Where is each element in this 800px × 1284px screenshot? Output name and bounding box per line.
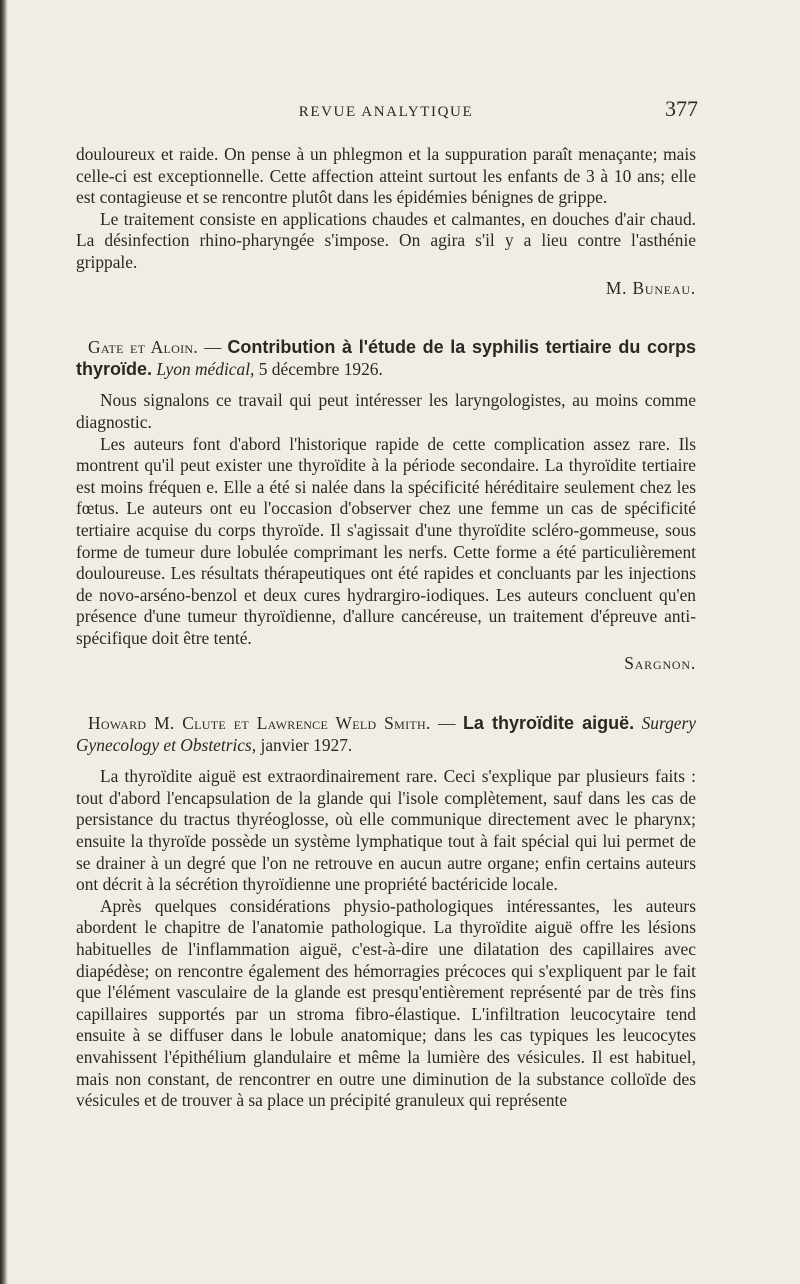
continued-paragraph: douloureux et raide. On pense à un phlegmon et la suppuration paraît menaçante; mais celle-ci est exceptionnelle. Cette affection atteint surtout les enfants de 3 à 10 ans; elle est contagieuse et se rencontre plutôt dans les épidémies bénignes de grippe.	[76, 144, 696, 208]
running-head: REVUE ANALYTIQUE	[298, 104, 474, 120]
article-authors: Gate et Aloin.	[88, 337, 199, 358]
article-review-1	[76, 337, 696, 675]
article-authors: Howard M. Clute et Lawrence Weld Smith.	[88, 713, 431, 734]
page-edge-shadow	[0, 0, 8, 1284]
reviewer-signature: M. Buneau.	[605, 277, 696, 298]
body-paragraph: La thyroïdite aiguë est extraordinairement rare. Ceci s'explique par plusieurs faits : tout d'abord l'encapsulation de la glande qui l'isole complètement, sauf dans les cas de persistance du tractus thyréoglosse, où elle communique directement avec le pharynx; ensuite la thyroïde possède un système lymphatique tout à fait spécial qui lui permet de se drainer à un degré que l'on ne retrouve en aucun autre organe; enfin certains auteurs ont décrit à la sécrétion thyroïdienne une propriété bactéricide locale.	[76, 766, 696, 895]
journal-name: Lyon médical,	[156, 358, 255, 379]
reviewer-signature: Sargnon.	[624, 653, 696, 674]
body-paragraph: Après quelques considérations physio-pathologiques intéressantes, les auteurs abordent le chapitre de l'anatomie pathologique. La thyroïdite aiguë offre les lésions habituelles de l'inflammation aiguë, c'est-à-dire une dilatation des capillaires avec diapédèse; on rencontre également des hémorragies précoces qui s'expliquent par le fait que l'élément vasculaire de la glande est presqu'entièrement représenté par de très fins capillaires supportés par un stroma fibro-élastique. L'infiltration leucocytaire tend ensuite à se diffuser dans le lobule anatomique; dans les cas typiques les leucocytes envahissent l'épithélium glandulaire et même la lumière des vésicules. Il est habituel, mais non constant, de rencontrer en outre une diminution de la substance colloïde des vésicules et de trouver à sa place un précipité granuleux qui représente	[76, 895, 696, 1111]
body-paragraph: Le traitement consiste en applications chaudes et calmantes, en douches d'air chaud. La désinfection rhino-pharyngée s'impose. On agira s'il y a lieu contre l'asthénie grippale.	[76, 208, 696, 272]
body-paragraph: Les auteurs font d'abord l'historique rapide de cette complication assez rare. Ils montrent qu'il peut exister une thyroïdite à la période secondaire. La thyroïdite tertiaire est moins fréquen e. Elle a été si nalée dans la spécificité héréditaire seulement chez les fœtus. Le auteurs ont eu l'occasion d'observer chez une femme un cas de spécificité tertiaire acquise du corps thyroïde. Il s'agissait d'une thyroïdite scléro-gommeuse, sous forme de tumeur dure lobulée comprimant les nerfs. Cette forme a été particulièrement douloureuse. Les résultats thérapeutiques ont été rapides et concluants par les injections de novo-arséno-benzol et deux cures hydrargiro-iodiques. Les auteurs concluent qu'en présence d'une tumeur thyroïdienne, d'allure cancéreuse, un traitement d'épreuve anti-spécifique doit être tenté.	[76, 433, 696, 648]
journal-name: Surgery Gynecology et Obstetrics,	[76, 713, 696, 755]
reference-dash: —	[430, 713, 463, 734]
page-header	[76, 96, 698, 130]
article-title: Contribution à l'étude de la syphilis tertiaire du corps thyroïde.	[76, 337, 696, 379]
book-page	[76, 96, 698, 1112]
page-number: 377	[665, 96, 698, 121]
article-review-2	[76, 713, 696, 1112]
publication-date: janvier 1927.	[256, 734, 353, 755]
article-reference	[76, 337, 696, 380]
article-reference	[76, 713, 696, 756]
prior-article-continuation	[76, 144, 696, 299]
body-paragraph: Nous signalons ce travail qui peut intéresser les laryngologistes, au moins comme diagnostic.	[76, 390, 696, 432]
reference-dash: —	[198, 337, 228, 358]
article-title: La thyroïdite aiguë.	[462, 713, 635, 734]
publication-date: 5 décembre 1926.	[254, 358, 383, 379]
